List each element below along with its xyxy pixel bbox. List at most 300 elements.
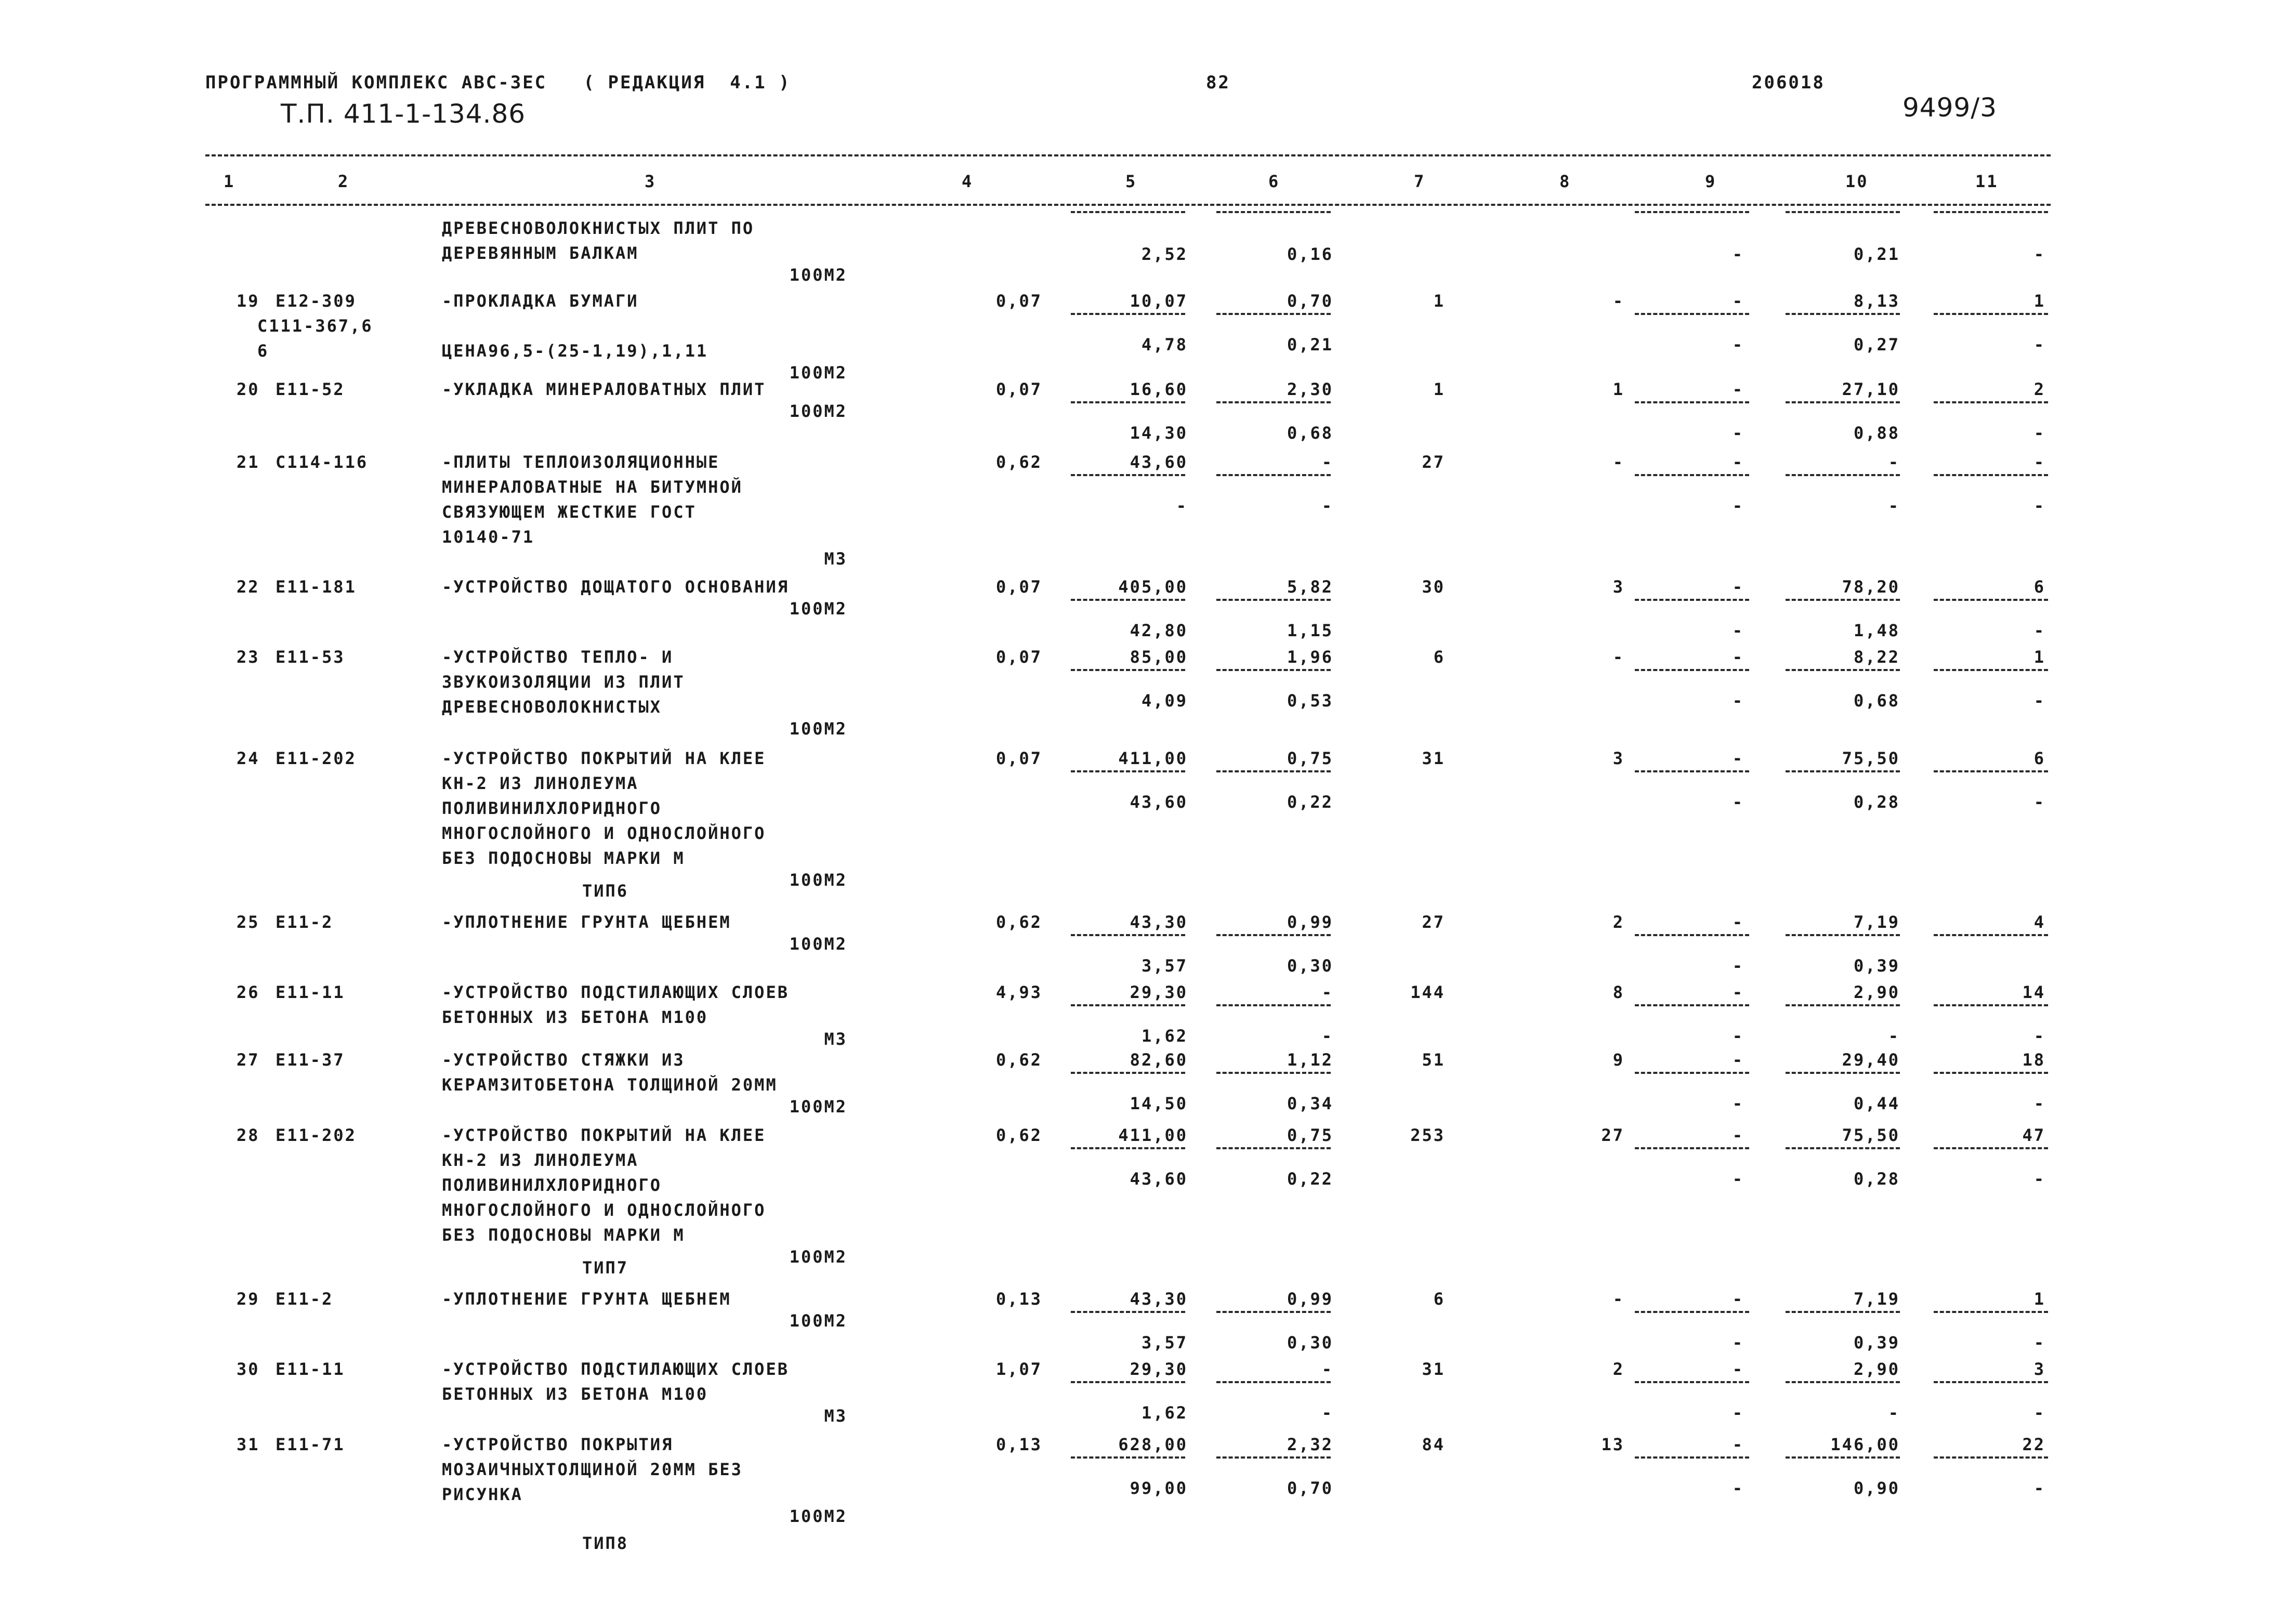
cell-c7: 1 — [1433, 379, 1445, 399]
item-number: 22 — [237, 577, 260, 597]
cell-sub-c5: 14,50 — [1130, 1094, 1188, 1113]
cell-c8: - — [1612, 291, 1624, 311]
cell-sub-c6: 0,22 — [1287, 792, 1333, 812]
unit-of-measure: М3 — [824, 1029, 847, 1049]
cell-sub-c5: - — [1176, 496, 1188, 516]
cell-divider-c9 — [1635, 313, 1749, 315]
cell-c9: - — [1732, 647, 1744, 667]
column-header-4: 4 — [962, 172, 974, 191]
column-header-10: 10 — [1845, 172, 1869, 191]
cell-sub-c11: - — [2033, 335, 2045, 354]
cell-divider-c10 — [1786, 313, 1900, 315]
cell-divider-c9 — [1635, 1147, 1749, 1149]
cell-c6: 5,82 — [1287, 577, 1333, 597]
cell-sub-c6: 0,30 — [1287, 956, 1333, 976]
cell-divider-c9 — [1635, 1311, 1749, 1313]
cell-divider-c6 — [1216, 1147, 1331, 1149]
item-description: -УСТРОЙСТВО ПОДСТИЛАЮЩИХ СЛОЕВ — [442, 1359, 789, 1379]
cell-divider-c10 — [1786, 1456, 1900, 1459]
cell-divider-c6 — [1216, 401, 1331, 403]
item-description: ДЕРЕВЯННЫМ БАЛКАМ — [442, 243, 639, 263]
item-code: Е11-37 — [275, 1050, 345, 1070]
cell-sub-c10: 0,28 — [1853, 792, 1900, 812]
cell-sub-c11: - — [2033, 1403, 2045, 1423]
cell-sub-c5: 2,52 — [1141, 244, 1188, 264]
cell-divider-c11 — [1934, 313, 2048, 315]
cell-c11: 4 — [2033, 912, 2045, 932]
cell-c7: 6 — [1433, 647, 1445, 667]
cell-c7: 253 — [1410, 1125, 1445, 1145]
item-number: 20 — [237, 379, 260, 399]
cell-c8: 8 — [1612, 982, 1624, 1002]
cell-divider-c5 — [1071, 1072, 1185, 1074]
cell-c6: 0,99 — [1287, 1289, 1333, 1309]
cell-sub-c11: - — [2033, 1026, 2045, 1046]
cell-c5: 411,00 — [1118, 749, 1188, 768]
cell-sub-c10: 0,21 — [1853, 244, 1900, 264]
cell-sub-c9: - — [1732, 1026, 1744, 1046]
item-description: -УСТРОЙСТВО ПОКРЫТИЙ НА КЛЕЕ — [442, 749, 766, 768]
cell-c10: 27,10 — [1842, 379, 1900, 399]
cell-divider-c11 — [1934, 1381, 2048, 1383]
cell-divider-c5 — [1071, 669, 1185, 671]
item-description: -УПЛОТНЕНИЕ ГРУНТА ЩЕБНЕМ — [442, 912, 731, 932]
cell-c9: - — [1732, 982, 1744, 1002]
cell-sub-c10: 0,88 — [1853, 423, 1900, 443]
cell-divider-c10 — [1786, 211, 1900, 213]
cell-c11: 1 — [2033, 1289, 2045, 1309]
cell-c11: 1 — [2033, 647, 2045, 667]
cell-divider-c11 — [1934, 669, 2048, 671]
cell-c5: 29,30 — [1130, 1359, 1188, 1379]
column-header-9: 9 — [1705, 172, 1717, 191]
cell-sub-c5: 99,00 — [1130, 1478, 1188, 1498]
cell-divider-c5 — [1071, 770, 1185, 772]
cell-sub-c5: 14,30 — [1130, 423, 1188, 443]
cell-c4: 0,62 — [995, 912, 1042, 932]
item-description: -УСТРОЙСТВО ДОЩАТОГО ОСНОВАНИЯ — [442, 577, 789, 597]
item-description: ЦЕНА96,5-(25-1,19),1,11 — [442, 341, 709, 361]
cell-divider-c5 — [1071, 1381, 1185, 1383]
item-description: -УКЛАДКА МИНЕРАЛОВАТНЫХ ПЛИТ — [442, 379, 766, 399]
header-bottom-rule — [205, 204, 2051, 206]
unit-of-measure: 100М2 — [789, 934, 847, 954]
cell-sub-c10: 0,39 — [1853, 956, 1900, 976]
cell-sub-c11: - — [2033, 423, 2045, 443]
cell-c9: - — [1732, 1125, 1744, 1145]
cell-c9: - — [1732, 1050, 1744, 1070]
item-description: БЕТОННЫХ ИЗ БЕТОНА М100 — [442, 1007, 709, 1027]
cell-divider-c9 — [1635, 669, 1749, 671]
cell-divider-c11 — [1934, 474, 2048, 476]
unit-of-measure: 100М2 — [789, 870, 847, 890]
cell-divider-c5 — [1071, 934, 1185, 936]
header-top-rule — [205, 154, 2051, 156]
item-code: Е12-309 — [275, 291, 357, 311]
cell-divider-c11 — [1934, 1072, 2048, 1074]
cell-c6: - — [1321, 982, 1333, 1002]
cell-sub-c6: - — [1321, 1403, 1333, 1423]
cell-c7: 1 — [1433, 291, 1445, 311]
cell-sub-c9: - — [1732, 1333, 1744, 1352]
cell-sub-c9: - — [1732, 1478, 1744, 1498]
item-description: МНОГОСЛОЙНОГО И ОДНОСЛОЙНОГО — [442, 1200, 766, 1220]
cell-c9: - — [1732, 577, 1744, 597]
cell-sub-c6: 0,53 — [1287, 691, 1333, 711]
item-description: МНОГОСЛОЙНОГО И ОДНОСЛОЙНОГО — [442, 823, 766, 843]
cell-sub-c9: - — [1732, 956, 1744, 976]
cell-c10: - — [1888, 452, 1900, 472]
program-title: ПРОГРАММНЫЙ КОМПЛЕКС АВС-ЗЕС ( РЕДАКЦИЯ 4.1 ) — [205, 72, 791, 93]
cell-divider-c10 — [1786, 669, 1900, 671]
cell-c11: 6 — [2033, 749, 2045, 768]
item-description: ЗВУКОИЗОЛЯЦИИ ИЗ ПЛИТ — [442, 672, 685, 692]
column-header-11: 11 — [1975, 172, 1999, 191]
item-description: -УПЛОТНЕНИЕ ГРУНТА ЩЕБНЕМ — [442, 1289, 731, 1309]
cell-c5: 43,60 — [1130, 452, 1188, 472]
cell-divider-c6 — [1216, 1004, 1331, 1006]
cell-c11: 22 — [2022, 1435, 2045, 1454]
cell-c5: 411,00 — [1118, 1125, 1188, 1145]
cell-divider-c10 — [1786, 1147, 1900, 1149]
cell-divider-c11 — [1934, 1004, 2048, 1006]
cell-c8: - — [1612, 1289, 1624, 1309]
item-code: Е11-11 — [275, 1359, 345, 1379]
cell-divider-c9 — [1635, 599, 1749, 601]
cell-sub-c9: - — [1732, 1403, 1744, 1423]
cell-divider-c10 — [1786, 770, 1900, 772]
cell-divider-c6 — [1216, 1381, 1331, 1383]
cell-c6: 0,75 — [1287, 749, 1333, 768]
cell-c8: 9 — [1612, 1050, 1624, 1070]
item-description: -УСТРОЙСТВО ПОКРЫТИЯ — [442, 1435, 674, 1454]
cell-c5: 43,30 — [1130, 912, 1188, 932]
item-description: ПОЛИВИНИЛХЛОРИДНОГО — [442, 1175, 662, 1195]
cell-sub-c5: 1,62 — [1141, 1403, 1188, 1423]
cell-sub-c10: - — [1888, 1403, 1900, 1423]
cell-c6: - — [1321, 452, 1333, 472]
item-number: 27 — [237, 1050, 260, 1070]
cell-c10: 2,90 — [1853, 982, 1900, 1002]
cell-sub-c11: - — [2033, 1169, 2045, 1189]
cell-c6: - — [1321, 1359, 1333, 1379]
cell-sub-c9: - — [1732, 244, 1744, 264]
cell-c7: 27 — [1422, 912, 1445, 932]
cell-c10: 146,00 — [1830, 1435, 1900, 1454]
unit-of-measure: 100М2 — [789, 363, 847, 383]
cell-c5: 628,00 — [1118, 1435, 1188, 1454]
cell-c4: 4,93 — [995, 982, 1042, 1002]
cell-c6: 1,96 — [1287, 647, 1333, 667]
item-description: -УСТРОЙСТВО СТЯЖКИ ИЗ — [442, 1050, 685, 1070]
cell-c4: 0,07 — [995, 647, 1042, 667]
cell-sub-c10: 0,27 — [1853, 335, 1900, 354]
cell-c9: - — [1732, 912, 1744, 932]
cell-c8: 2 — [1612, 912, 1624, 932]
cell-c9: - — [1732, 452, 1744, 472]
cell-c10: 75,50 — [1842, 1125, 1900, 1145]
cell-sub-c5: 3,57 — [1141, 956, 1188, 976]
item-description: КН-2 ИЗ ЛИНОЛЕУМА — [442, 773, 639, 793]
item-number: 31 — [237, 1435, 260, 1454]
cell-divider-c11 — [1934, 1147, 2048, 1149]
cell-c10: 75,50 — [1842, 749, 1900, 768]
cell-sub-c9: - — [1732, 496, 1744, 516]
unit-of-measure: 100М2 — [789, 1311, 847, 1331]
cell-sub-c10: 0,90 — [1853, 1478, 1900, 1498]
cell-divider-c5 — [1071, 1311, 1185, 1313]
cell-divider-c9 — [1635, 934, 1749, 936]
unit-of-measure: 100М2 — [789, 265, 847, 285]
cell-divider-c9 — [1635, 211, 1749, 213]
cell-sub-c6: 0,21 — [1287, 335, 1333, 354]
item-code: Е11-71 — [275, 1435, 345, 1454]
cell-sub-c11: - — [2033, 792, 2045, 812]
cell-c8: 27 — [1601, 1125, 1624, 1145]
cell-divider-c6 — [1216, 1072, 1331, 1074]
item-description: ДРЕВЕСНОВОЛОКНИСТЫХ — [442, 697, 662, 717]
cell-c4: 0,07 — [995, 379, 1042, 399]
column-header-1: 1 — [224, 172, 235, 191]
cell-divider-c9 — [1635, 1004, 1749, 1006]
sheet-number: 9499/3 — [1903, 93, 1997, 123]
cell-c11: 2 — [2033, 379, 2045, 399]
cell-divider-c5 — [1071, 313, 1185, 315]
item-number: 24 — [237, 749, 260, 768]
cell-sub-c5: 4,78 — [1141, 335, 1188, 354]
cell-c6: 0,75 — [1287, 1125, 1333, 1145]
cell-c7: 30 — [1422, 577, 1445, 597]
item-description: -ПРОКЛАДКА БУМАГИ — [442, 291, 639, 311]
cell-sub-c11: - — [2033, 621, 2045, 640]
unit-of-measure: 100М2 — [789, 599, 847, 619]
cell-c10: 8,22 — [1853, 647, 1900, 667]
cell-c6: 0,99 — [1287, 912, 1333, 932]
cell-sub-c10: - — [1888, 1026, 1900, 1046]
cell-c8: 2 — [1612, 1359, 1624, 1379]
item-description: -ПЛИТЫ ТЕПЛОИЗОЛЯЦИОННЫЕ — [442, 452, 720, 472]
cell-sub-c5: 43,60 — [1130, 1169, 1188, 1189]
unit-of-measure: 100М2 — [789, 1097, 847, 1117]
cell-c11: 1 — [2033, 291, 2045, 311]
cell-divider-c11 — [1934, 1456, 2048, 1459]
cell-divider-c10 — [1786, 401, 1900, 403]
cell-c10: 7,19 — [1853, 1289, 1900, 1309]
item-description: МОЗАИЧНЫХТОЛЩИНОЙ 20ММ БЕЗ — [442, 1460, 743, 1479]
type-label: ТИП6 — [582, 881, 629, 901]
cell-c8: 3 — [1612, 577, 1624, 597]
item-description: МИНЕРАЛОВАТНЫЕ НА БИТУМНОЙ — [442, 477, 743, 497]
cell-sub-c10: 0,28 — [1853, 1169, 1900, 1189]
cell-divider-c6 — [1216, 1456, 1331, 1459]
cell-divider-c9 — [1635, 474, 1749, 476]
cell-sub-c11: - — [2033, 691, 2045, 711]
cell-c6: 2,30 — [1287, 379, 1333, 399]
cell-sub-c11: - — [2033, 1333, 2045, 1352]
item-code: Е11-2 — [275, 912, 334, 932]
item-code: Е11-11 — [275, 982, 345, 1002]
cell-c9: - — [1732, 1359, 1744, 1379]
cell-c7: 31 — [1422, 1359, 1445, 1379]
type-label: ТИП7 — [582, 1258, 629, 1278]
cell-c9: - — [1732, 1435, 1744, 1454]
item-description: -УСТРОЙСТВО ТЕПЛО- И — [442, 647, 674, 667]
cell-divider-c6 — [1216, 770, 1331, 772]
item-code: Е11-202 — [275, 749, 357, 768]
cell-divider-c11 — [1934, 599, 2048, 601]
cell-divider-c5 — [1071, 474, 1185, 476]
cell-sub-c5: 3,57 — [1141, 1333, 1188, 1352]
unit-of-measure: 100М2 — [789, 1247, 847, 1267]
cell-sub-c5: 43,60 — [1130, 792, 1188, 812]
cell-divider-c9 — [1635, 1381, 1749, 1383]
cell-c11: 47 — [2022, 1125, 2045, 1145]
unit-of-measure: 100М2 — [789, 401, 847, 421]
item-code: Е11-52 — [275, 379, 345, 399]
cell-c7: 84 — [1422, 1435, 1445, 1454]
cell-c8: 13 — [1601, 1435, 1624, 1454]
cell-divider-c5 — [1071, 1147, 1185, 1149]
item-code-extra: С111-367,6 — [257, 316, 373, 336]
cell-c4: 0,13 — [995, 1435, 1042, 1454]
cell-c8: 3 — [1612, 749, 1624, 768]
cell-divider-c6 — [1216, 1311, 1331, 1313]
cell-sub-c9: - — [1732, 792, 1744, 812]
cell-divider-c10 — [1786, 934, 1900, 936]
cell-c7: 31 — [1422, 749, 1445, 768]
cell-c4: 0,62 — [995, 452, 1042, 472]
item-number: 19 — [237, 291, 260, 311]
cell-divider-c11 — [1934, 770, 2048, 772]
cell-divider-c11 — [1934, 211, 2048, 213]
cell-divider-c6 — [1216, 474, 1331, 476]
item-description: БЕЗ ПОДОСНОВЫ МАРКИ М — [442, 1225, 685, 1245]
cell-c4: 0,13 — [995, 1289, 1042, 1309]
cell-c8: - — [1612, 647, 1624, 667]
unit-of-measure: 100М2 — [789, 1506, 847, 1526]
cell-c11: 18 — [2022, 1050, 2045, 1070]
cell-c7: 6 — [1433, 1289, 1445, 1309]
cell-sub-c11: - — [2033, 1094, 2045, 1113]
cell-c10: 7,19 — [1853, 912, 1900, 932]
cell-sub-c10: 0,68 — [1853, 691, 1900, 711]
cell-c7: 51 — [1422, 1050, 1445, 1070]
item-description: КН-2 ИЗ ЛИНОЛЕУМА — [442, 1150, 639, 1170]
cell-c6: 1,12 — [1287, 1050, 1333, 1070]
cell-divider-c6 — [1216, 599, 1331, 601]
cell-c9: - — [1732, 1289, 1744, 1309]
cell-c7: 27 — [1422, 452, 1445, 472]
cell-divider-c9 — [1635, 1072, 1749, 1074]
cell-divider-c11 — [1934, 401, 2048, 403]
cell-sub-c6: - — [1321, 496, 1333, 516]
cell-divider-c5 — [1071, 599, 1185, 601]
cell-sub-c10: 0,44 — [1853, 1094, 1900, 1113]
item-code: Е11-181 — [275, 577, 357, 597]
unit-of-measure: М3 — [824, 1406, 847, 1426]
item-description: 10140-71 — [442, 527, 535, 547]
cell-divider-c5 — [1071, 1004, 1185, 1006]
cell-c9: - — [1732, 379, 1744, 399]
cell-sub-c5: 4,09 — [1141, 691, 1188, 711]
item-code: Е11-202 — [275, 1125, 357, 1145]
cell-sub-c10: 1,48 — [1853, 621, 1900, 640]
item-number: 21 — [237, 452, 260, 472]
item-number: 26 — [237, 982, 260, 1002]
cell-c9: - — [1732, 749, 1744, 768]
cell-sub-c6: 0,70 — [1287, 1478, 1333, 1498]
type-label: ТИП8 — [582, 1533, 629, 1553]
item-description: ПОЛИВИНИЛХЛОРИДНОГО — [442, 798, 662, 818]
cell-c9: - — [1732, 291, 1744, 311]
cell-divider-c6 — [1216, 669, 1331, 671]
item-number: 23 — [237, 647, 260, 667]
cell-sub-c6: 1,15 — [1287, 621, 1333, 640]
item-number: 29 — [237, 1289, 260, 1309]
column-header-7: 7 — [1414, 172, 1426, 191]
cell-c10: 29,40 — [1842, 1050, 1900, 1070]
item-description: -УСТРОЙСТВО ПОКРЫТИЙ НА КЛЕЕ — [442, 1125, 766, 1145]
cell-sub-c9: - — [1732, 423, 1744, 443]
cell-c11: 6 — [2033, 577, 2045, 597]
cell-c4: 1,07 — [995, 1359, 1042, 1379]
cell-c5: 16,60 — [1130, 379, 1188, 399]
column-header-3: 3 — [645, 172, 657, 191]
cell-divider-c5 — [1071, 211, 1185, 213]
item-description: ДРЕВЕСНОВОЛОКНИСТЫХ ПЛИТ ПО — [442, 218, 755, 238]
cell-sub-c5: 1,62 — [1141, 1026, 1188, 1046]
cell-c11: - — [2033, 452, 2045, 472]
cell-sub-c11: - — [2033, 496, 2045, 516]
item-description: РИСУНКА — [442, 1485, 523, 1504]
cell-sub-c6: 0,34 — [1287, 1094, 1333, 1113]
cell-sub-c9: - — [1732, 1169, 1744, 1189]
cell-divider-c10 — [1786, 1311, 1900, 1313]
item-number: 25 — [237, 912, 260, 932]
cell-c4: 0,62 — [995, 1050, 1042, 1070]
item-description: БЕТОННЫХ ИЗ БЕТОНА М100 — [442, 1384, 709, 1404]
cell-divider-c11 — [1934, 934, 2048, 936]
cell-sub-c10: 0,39 — [1853, 1333, 1900, 1352]
cell-divider-c9 — [1635, 1456, 1749, 1459]
item-number: 28 — [237, 1125, 260, 1145]
item-code-extra: 6 — [257, 341, 269, 361]
cell-divider-c10 — [1786, 599, 1900, 601]
cell-c6: 2,32 — [1287, 1435, 1333, 1454]
item-description: КЕРАМЗИТОБЕТОНА ТОЛЩИНОЙ 20ММ — [442, 1075, 778, 1095]
item-code: Е11-2 — [275, 1289, 334, 1309]
cell-divider-c6 — [1216, 211, 1331, 213]
cell-sub-c6: 0,30 — [1287, 1333, 1333, 1352]
cell-sub-c9: - — [1732, 1094, 1744, 1113]
cell-c5: 405,00 — [1118, 577, 1188, 597]
item-description: -УСТРОЙСТВО ПОДСТИЛАЮЩИХ СЛОЕВ — [442, 982, 789, 1002]
cell-c6: 0,70 — [1287, 291, 1333, 311]
cell-sub-c9: - — [1732, 621, 1744, 640]
cell-sub-c9: - — [1732, 691, 1744, 711]
cell-divider-c9 — [1635, 770, 1749, 772]
page-number: 82 — [1206, 72, 1230, 93]
cell-divider-c10 — [1786, 1072, 1900, 1074]
cell-c5: 82,60 — [1130, 1050, 1188, 1070]
cell-divider-c5 — [1071, 401, 1185, 403]
cell-divider-c5 — [1071, 1456, 1185, 1459]
cell-sub-c10: - — [1888, 496, 1900, 516]
cell-divider-c6 — [1216, 313, 1331, 315]
cell-divider-c10 — [1786, 1004, 1900, 1006]
cell-sub-c11: - — [2033, 1478, 2045, 1498]
project-number: Т.П. 411-1-134.86 — [281, 99, 526, 129]
